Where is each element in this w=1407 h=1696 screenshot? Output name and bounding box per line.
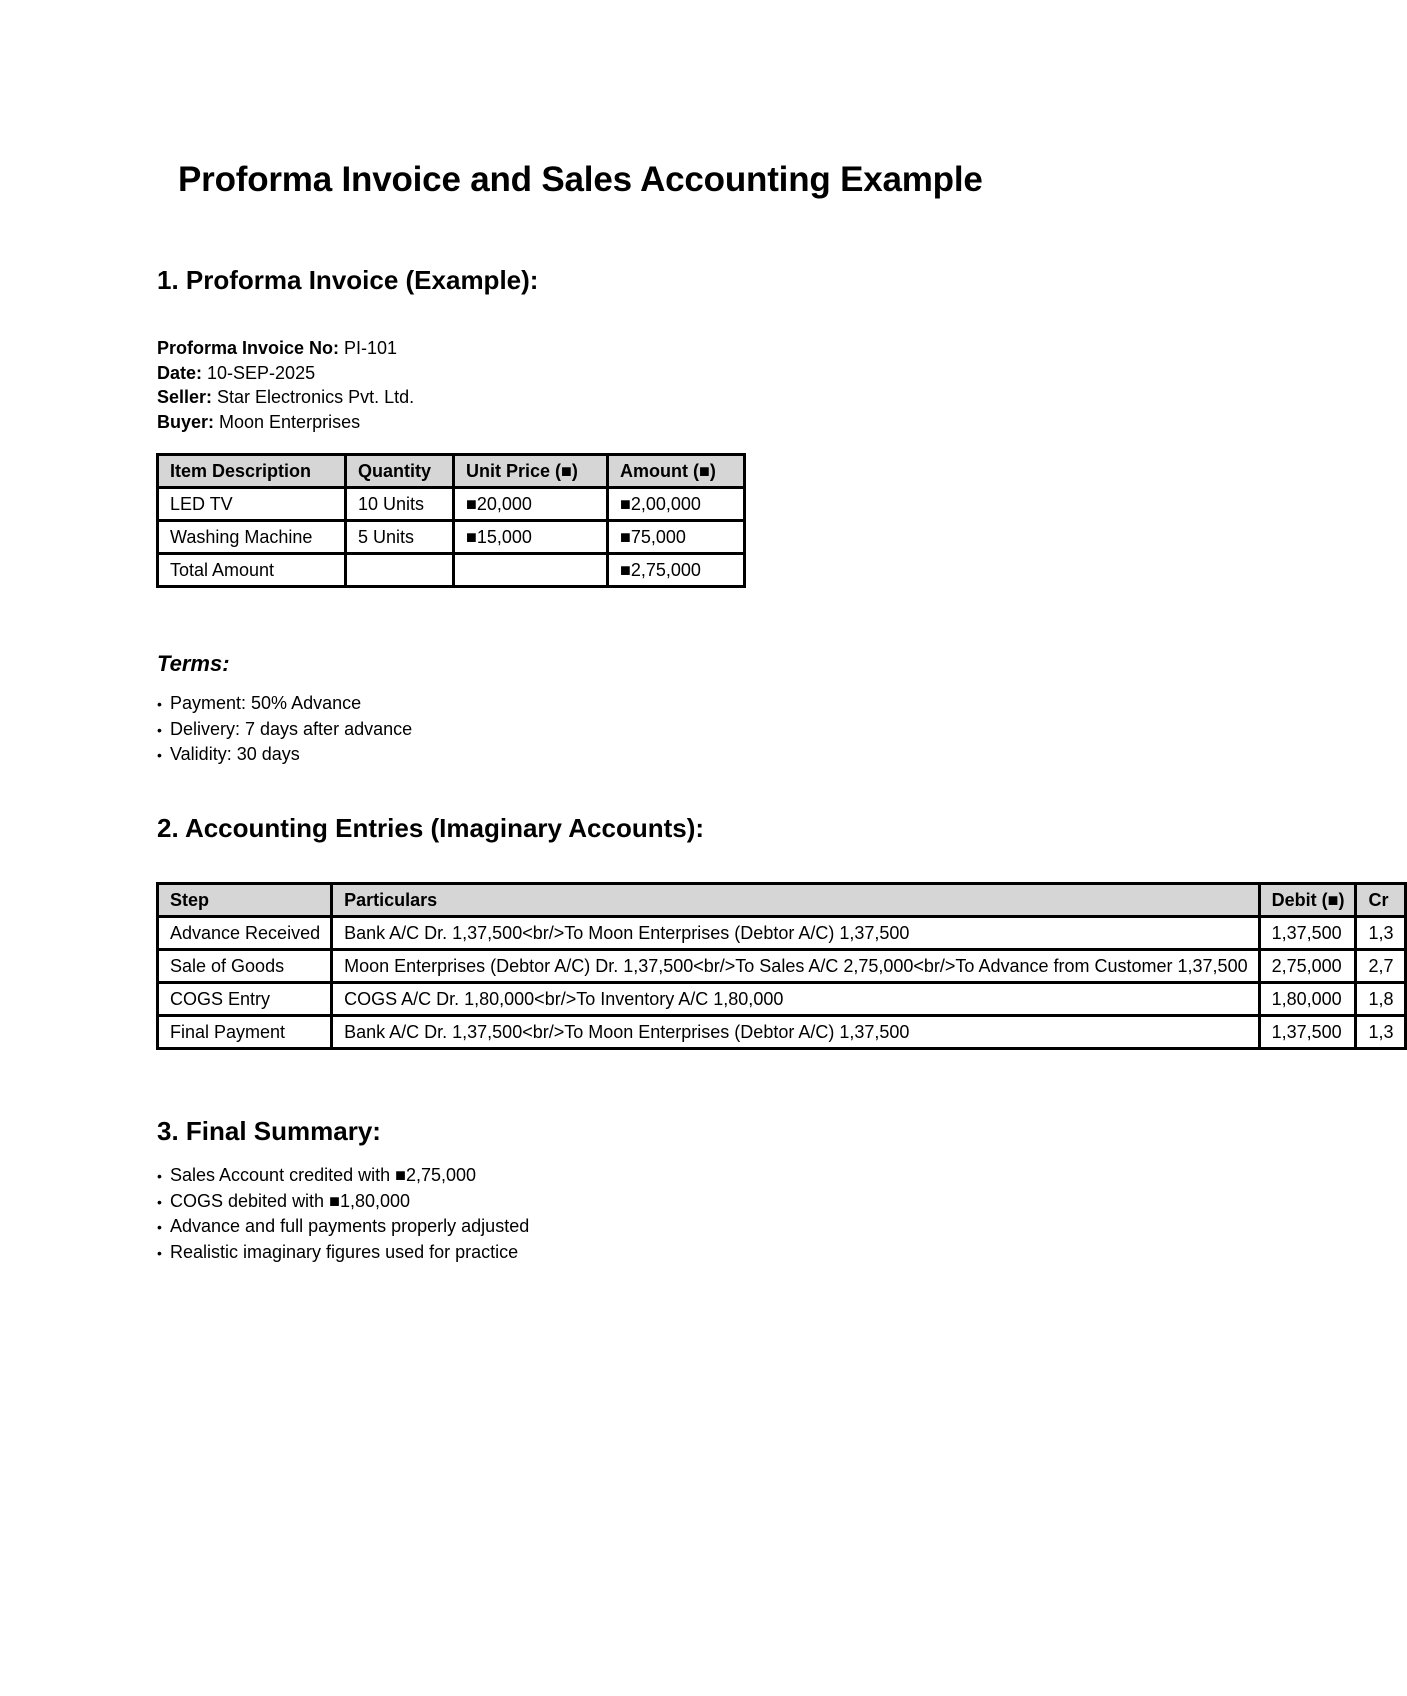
table-cell: Advance Received (158, 917, 332, 950)
table-cell: 1,3 (1356, 1016, 1405, 1049)
table-row (158, 917, 1406, 950)
terms-heading: Terms: (157, 651, 230, 676)
list-item: • Realistic imaginary figures used for practice (157, 1240, 529, 1266)
table-row (158, 521, 745, 554)
table-cell: Bank A/C Dr. 1,37,500<br/>To Moon Enterprises (Debtor A/C) 1,37,500 (332, 1016, 1260, 1049)
table-cell: 1,37,500 (1259, 1016, 1356, 1049)
invoice-items-table (156, 453, 746, 588)
table-cell: COGS Entry (158, 983, 332, 1016)
list-item: • Payment: 50% Advance (157, 691, 412, 717)
list-item: • COGS debited with ■1,80,000 (157, 1189, 529, 1215)
buyer-value: Moon Enterprises (214, 411, 361, 432)
table-cell: Washing Machine (158, 521, 346, 554)
table-cell: LED TV (158, 488, 346, 521)
invoice-date-label: Date: (157, 362, 203, 383)
list-item: • Delivery: 7 days after advance (157, 717, 412, 743)
section-heading-accounting-entries: 2. Accounting Entries (Imaginary Accounts): (157, 813, 705, 843)
table-cell: Final Payment (158, 1016, 332, 1049)
section-heading-final-summary: 3. Final Summary: (157, 1116, 381, 1146)
column-header: Particulars (332, 884, 1260, 917)
column-header: Item Description (158, 455, 346, 488)
table-cell (346, 554, 454, 587)
page-title: Proforma Invoice and Sales Accounting Example (178, 160, 983, 199)
table-cell: Total Amount (158, 554, 346, 587)
table-cell: 5 Units (346, 521, 454, 554)
table-header-row (158, 884, 1406, 917)
table-header-row (158, 455, 745, 488)
table-row (158, 983, 1406, 1016)
seller-label: Seller: (157, 387, 213, 407)
column-header: Cr (1356, 884, 1405, 917)
table-row (158, 488, 745, 521)
table-cell: 2,7 (1356, 950, 1405, 983)
table-cell: ■2,75,000 (608, 554, 745, 587)
table-cell: 1,3 (1356, 917, 1405, 950)
table-cell (454, 554, 608, 587)
column-header: Amount (■) (608, 455, 745, 488)
invoice-date-value: 10-SEP-2025 (202, 362, 316, 383)
invoice-number-row (157, 336, 414, 361)
buyer-label: Buyer: (157, 411, 215, 432)
list-item: • Validity: 30 days (157, 742, 412, 768)
table-cell: ■2,00,000 (608, 488, 745, 521)
list-item: • Advance and full payments properly adjusted (157, 1214, 529, 1240)
table-cell: 2,75,000 (1259, 950, 1356, 983)
table-cell: COGS A/C Dr. 1,80,000<br/>To Inventory A/C 1,80,000 (332, 983, 1260, 1016)
list-item: • Sales Account credited with ■2,75,000 (157, 1163, 529, 1189)
invoice-number-value: PI-101 (339, 338, 398, 358)
table-row-total (158, 554, 745, 587)
column-header: Step (158, 884, 332, 917)
invoice-date-row (157, 361, 414, 386)
table-cell: 1,37,500 (1259, 917, 1356, 950)
summary-list (157, 1163, 529, 1265)
seller-row (157, 385, 414, 410)
table-cell: Sale of Goods (158, 950, 332, 983)
table-row (158, 950, 1406, 983)
table-cell: ■20,000 (454, 488, 608, 521)
table-cell: ■15,000 (454, 521, 608, 554)
table-cell: 1,80,000 (1259, 983, 1356, 1016)
table-cell: Bank A/C Dr. 1,37,500<br/>To Moon Enterprises (Debtor A/C) 1,37,500 (332, 917, 1260, 950)
buyer-row (157, 410, 414, 435)
table-cell: ■75,000 (608, 521, 745, 554)
column-header: Debit (■) (1259, 884, 1356, 917)
invoice-info-block (157, 336, 414, 434)
table-cell: 10 Units (346, 488, 454, 521)
column-header: Quantity (346, 455, 454, 488)
column-header: Unit Price (■) (454, 455, 608, 488)
section-heading-proforma-invoice: 1. Proforma Invoice (Example): (157, 265, 539, 295)
terms-list (157, 691, 412, 768)
table-row (158, 1016, 1406, 1049)
accounting-entries-table (156, 882, 1407, 1050)
invoice-number-label: Proforma Invoice No: (157, 338, 340, 358)
table-cell: 1,8 (1356, 983, 1405, 1016)
seller-value: Star Electronics Pvt. Ltd. (212, 387, 415, 407)
table-cell: Moon Enterprises (Debtor A/C) Dr. 1,37,500<br/>To Sales A/C 2,75,000<br/>To Advance from Customer 1,37,500 (332, 950, 1260, 983)
